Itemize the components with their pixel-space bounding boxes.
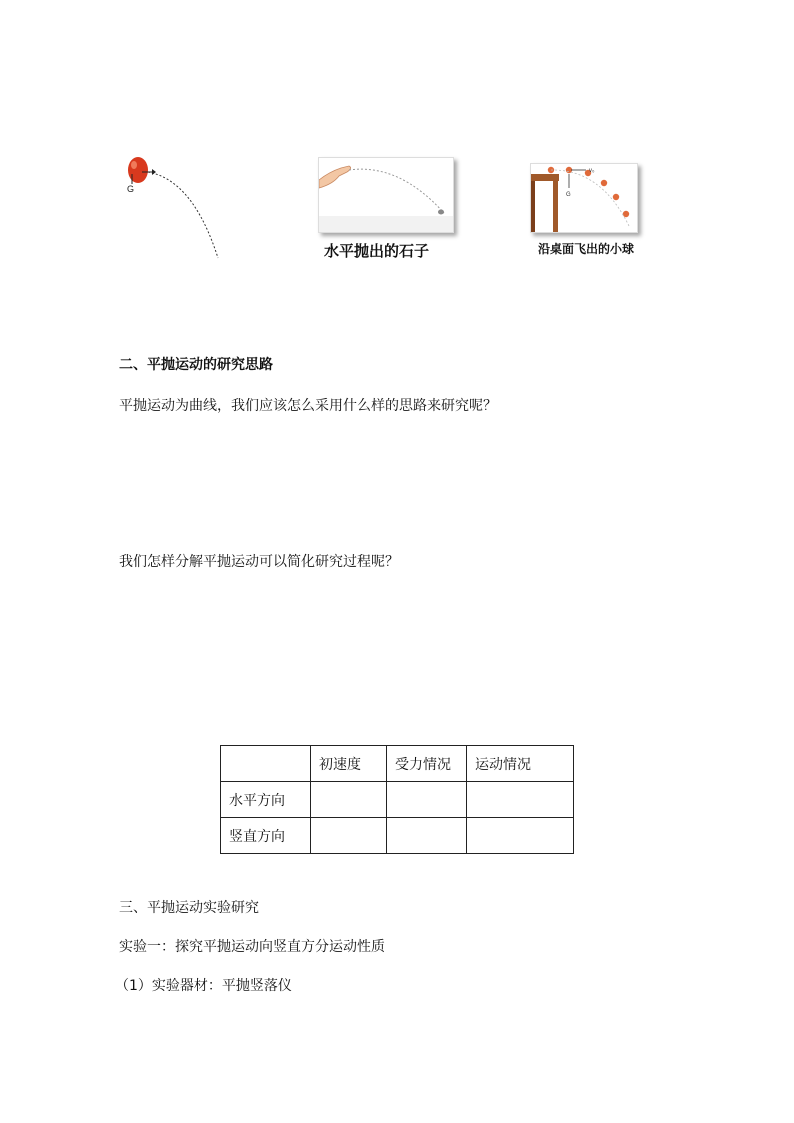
cell-horizontal-force[interactable] — [387, 782, 467, 818]
stone-icon — [438, 210, 444, 215]
cell-vertical-force[interactable] — [387, 818, 467, 854]
red-ball — [128, 157, 148, 183]
table-row — [221, 818, 574, 854]
row-label-horizontal: 水平方向 — [221, 782, 311, 818]
question-1: 平抛运动为曲线，我们应该怎么采用什么样的思路来研究呢？ — [119, 398, 497, 414]
stone-caption: 水平抛出的石子 — [324, 242, 430, 260]
cell-vertical-velocity[interactable] — [311, 818, 387, 854]
motion-analysis-table — [220, 745, 574, 854]
table-ball-v-label: v₀ — [589, 168, 595, 174]
hand-icon — [319, 166, 351, 188]
thrown-ball-figure — [118, 150, 228, 262]
section2-heading: 二、平抛运动的研究思路 — [119, 357, 273, 373]
table-ball-g-label: G — [566, 192, 571, 198]
header-force: 受力情况 — [387, 746, 467, 782]
header-motion: 运动情况 — [467, 746, 574, 782]
header-initial-velocity: 初速度 — [311, 746, 387, 782]
cell-horizontal-velocity[interactable] — [311, 782, 387, 818]
cell-vertical-motion[interactable] — [467, 818, 574, 854]
table-leg — [553, 181, 558, 232]
table-ball-caption: 沿桌面飞出的小球 — [538, 242, 635, 256]
row-label-vertical: 竖直方向 — [221, 818, 311, 854]
section3-heading: 三、平抛运动实验研究 — [119, 900, 259, 916]
ball-g-label: G — [127, 184, 135, 194]
table-header-row — [221, 746, 574, 782]
table-ball-photo — [530, 163, 638, 233]
experiment-1: 实验一：探究平抛运动向竖直方分运动性质 — [119, 939, 385, 955]
header-cell-empty — [221, 746, 311, 782]
equipment-line: （1）实验器材：平抛竖落仪 — [115, 978, 292, 994]
table-row — [221, 782, 574, 818]
stone-photo — [318, 157, 454, 233]
ball-trajectory — [148, 172, 218, 258]
table-top — [531, 174, 559, 181]
question-2: 我们怎样分解平抛运动可以简化研究过程呢？ — [119, 554, 399, 570]
cell-horizontal-motion[interactable] — [467, 782, 574, 818]
